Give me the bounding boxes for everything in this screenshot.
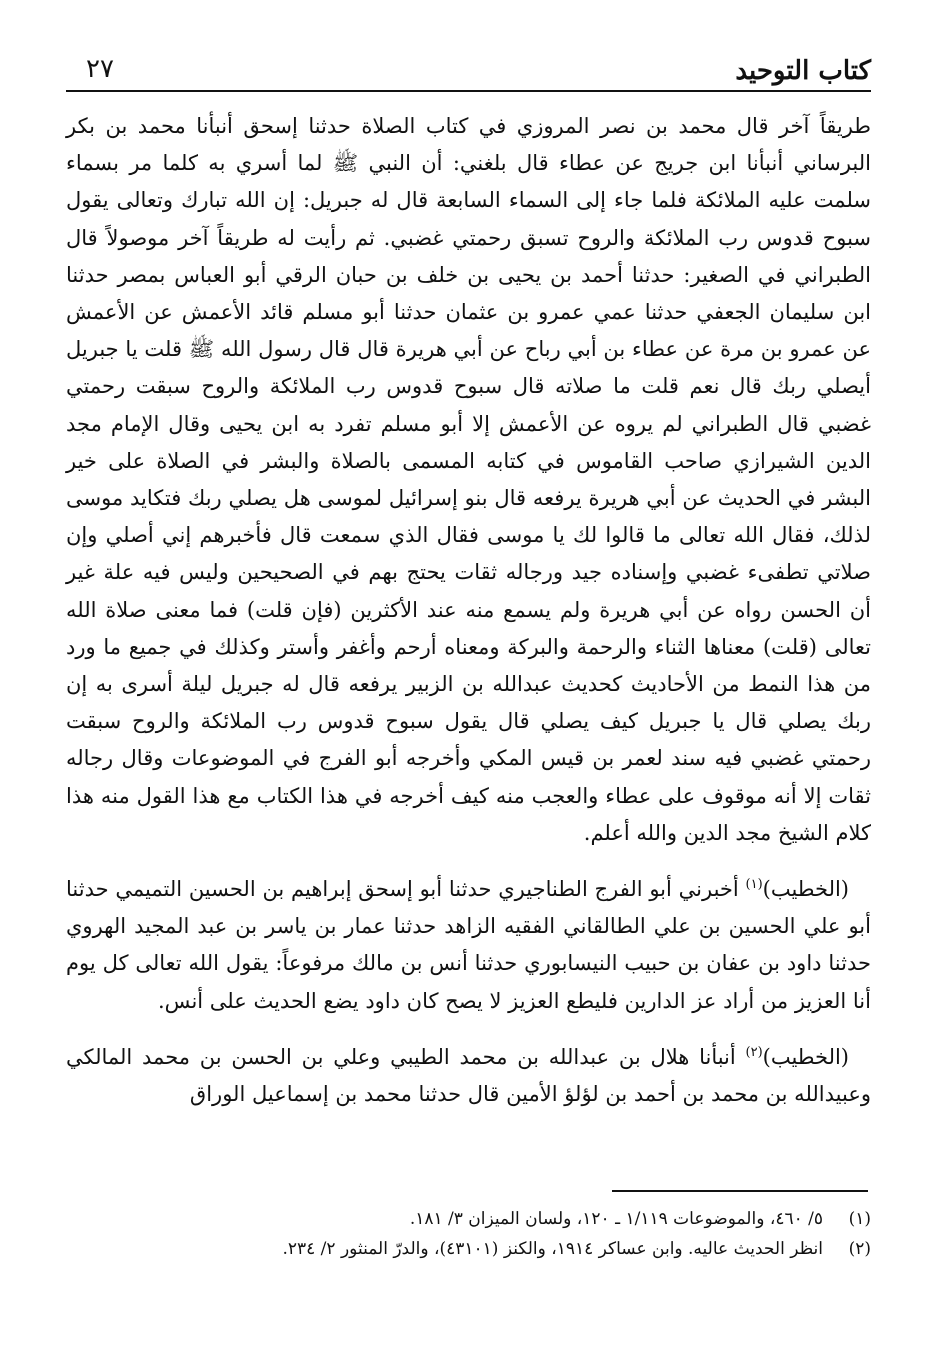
source-label: (الخطيب) (762, 1044, 849, 1069)
footnote-divider (612, 1190, 868, 1192)
paragraph-text: طريقاً آخر قال محمد بن نصر المروزي في كتاب الصلاة حدثنا إسحق أنبأنا محمد بن بكر البرساني أنبأنا ابن جريج عن عطاء قال بلغني: أن النبي ﷺ لما أسري به كلما مر بسماء سلمت عليه الملائكة فلما جاء إلى السماء السابعة قال له جبريل: إن الله تبارك وتعالى يقول سبوح قدوس رب الملائكة والروح تسبق رحمتي غضبي. ثم رأيت له طريقاً آخر موصولاً قال الطبراني في الصغير: حدثنا أحمد بن يحيى بن خلف بن حبان الرقي أبو العباس بمصر حدثنا ابن سليمان الجعفي حدثنا عمي عمرو بن عثمان حدثنا أبو مسلم قائد الأعمش عن الأعمش عن عمرو بن مرة عن عطاء بن أبي رباح عن أبي هريرة قال قال رسول الله ﷺ قلت يا جبريل أيصلي ربك قال نعم قلت ما صلاته قال سبوح قدوس رب الملائكة والروح سبقت رحمتي غضبي قال الطبراني لم يروه عن الأعمش إلا أبو مسلم تفرد به ابن يحيى وقال الإمام مجد الدين الشيرازي صاحب القاموس في كتابه المسمى بالصلاة والبشر في الصلاة على خير البشر في الحديث عن أبي هريرة يرفعه قال بنو إسرائيل لموسى هل يصلي ربك فتكايد موسى لذلك، فقال الله تعالى ما قالوا لك يا موسى فقال الذي سمعت قال فأخبرهم إني أصلي وإن صلاتي تطفىء غضبي وإسناده جيد ورجاله ثقات يحتج بهم في الصحيحين وليس فيه علة غير أن الحسن رواه عن أبي هريرة ولم يسمع منه عند الأكثرين (فإن قلت) فما معنى صلاة الله تعالى (قلت) معناها الثناء والرحمة والبركة ومعناه أرحم وأغفر وأستر وكذلك في جميع ما ورد من هذا النمط من الأحاديث كحديث عبدالله بن الزبير يرفعه قال له جبريل ليلة أسرى به إن ربك يصلي قال يا جبريل كيف يصلي قال يقول سبوح قدوس رب الملائكة والروح سبقت رحمتي غضبي فيه سند لعمر بن قيس المكي وأخرجه أبو الفرج في الموضوعات وقال رجاله ثقات إلا أنه موقوف على عطاء والعجب منه كيف أخرجه في هذا الكتاب مع هذا القول منه هذا كلام الشيخ مجد الدين والله أعلم. (66, 114, 871, 845)
footnote-reference: (٢) (745, 1044, 763, 1060)
page-number: ٢٧ (86, 54, 114, 84)
paragraph-2 (66, 866, 871, 1020)
paragraph-3 (66, 1034, 871, 1113)
footnote-text: ٥/ ٤٦٠، والموضوعات ١/١١٩ ـ ١٢٠، ولسان الميزان ٣/ ١٨١. (409, 1209, 823, 1229)
footnote-2 (66, 1234, 871, 1264)
book-title: كتاب التوحيد (735, 56, 871, 86)
footnote-reference: (١) (745, 877, 763, 893)
source-label: (الخطيب) (762, 877, 849, 902)
paragraph-text: أخبرني أبو الفرج الطناجيري حدثنا أبو إسحق إبراهيم بن الحسين التميمي حدثنا أبو علي الحسين بن علي الطالقاني الفقيه الزاهد حدثنا عمار بن ياسر بن عبد المجيد الهروي حدثنا داود بن عفان بن حبيب النيسابوري حدثنا أنس بن مالك مرفوعاً: يقول الله تعالى كل يوم أنا العزيز من أراد عز الدارين فليطع العزيز لا يصح كان داود يضع الحديث على أنس. (66, 877, 871, 1013)
paragraph-1 (66, 108, 871, 852)
footnote-text: انظر الحديث عاليه. وابن عساكر ١٩١٤، والكنز (٤٣١٠١)، والدرّ المنثور ٢/ ٢٣٤. (282, 1239, 823, 1259)
footnotes (66, 1204, 871, 1264)
main-text (66, 108, 871, 1127)
page-header (66, 50, 871, 92)
footnote-number: (٢) (848, 1239, 871, 1259)
footnote-number: (١) (848, 1209, 871, 1229)
paragraph-text: أنبأنا هلال بن عبدالله بن محمد الطيبي وعلي بن الحسن بن محمد المالكي وعبيدالله بن محمد بن أحمد بن لؤلؤ الأمين قال حدثنا محمد بن إسماعيل الوراق (66, 1044, 871, 1107)
footnote-1 (66, 1204, 871, 1234)
